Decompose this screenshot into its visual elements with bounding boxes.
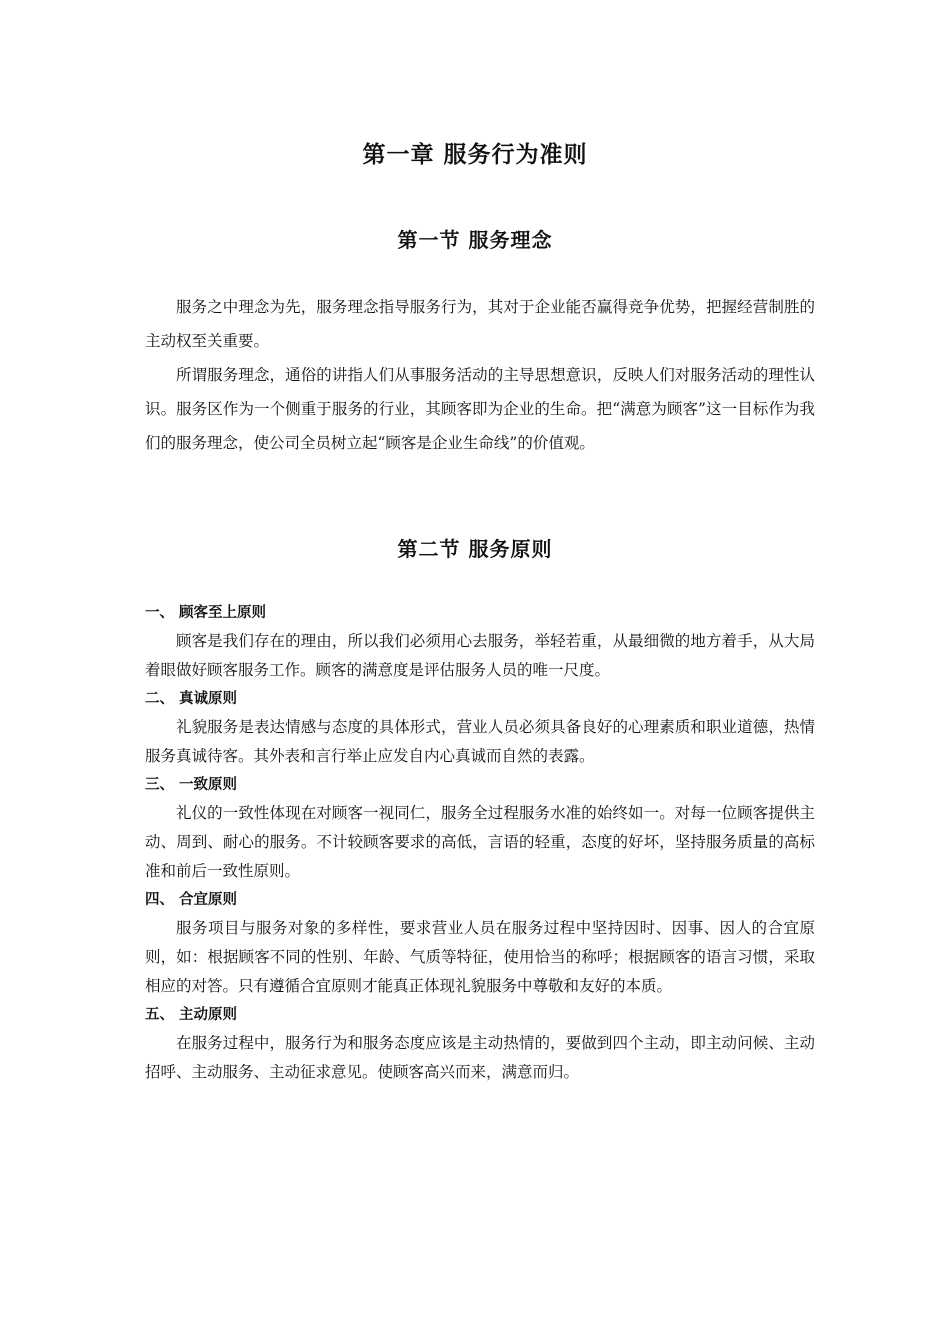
principles-list [145, 599, 815, 1087]
principle-body: 服务项目与服务对象的多样性，要求营业人员在服务过程中坚持因时、因事、因人的合宜原则，如：根据顾客不同的性别、年龄、气质等特征，使用恰当的称呼；根据顾客的语言习惯，采取相应的对答。只有遵循合宜原则才能真正体现礼貌服务中尊敬和友好的本质。 [145, 919, 815, 995]
chapter-title: 第一章 服务行为准则 [362, 142, 588, 168]
principle-body: 在服务过程中，服务行为和服务态度应该是主动热情的，要做到四个主动，即主动问候、主动招呼、主动服务、主动征求意见。使顾客高兴而来，满意而归。 [145, 1034, 815, 1081]
principle-body: 顾客是我们存在的理由，所以我们必须用心去服务，举轻若重，从最细微的地方着手，从大局着眼做好顾客服务工作。顾客的满意度是评估服务人员的唯一尺度。 [145, 632, 815, 679]
principle-item [145, 1001, 815, 1087]
service-philosophy-body [145, 290, 815, 460]
principle-heading: 二、 真诚原则 [145, 691, 238, 707]
principle-heading: 五、 主动原则 [145, 1007, 238, 1023]
principle-item [145, 599, 815, 685]
principle-item [145, 886, 815, 1001]
principle-heading: 一、 顾客至上原则 [145, 605, 267, 621]
section-title-service-philosophy: 第一节 服务理念 [397, 228, 553, 252]
principle-item [145, 771, 815, 886]
principle-item [145, 685, 815, 771]
principle-body: 礼貌服务是表达情感与态度的具体形式，营业人员必须具备良好的心理素质和职业道德，热情服务真诚待客。其外表和言行举止应发自内心真诚而自然的表露。 [145, 718, 815, 765]
principle-heading: 四、 合宜原则 [145, 892, 238, 908]
paragraph: 所谓服务理念，通俗的讲指人们从事服务活动的主导思想意识，反映人们对服务活动的理性认识。服务区作为一个侧重于服务的行业，其顾客即为企业的生命。把“满意为顾客”这一目标作为我们的服务理念，使公司全员树立起“顾客是企业生命线”的价值观。 [145, 366, 815, 452]
section-title-service-principles: 第二节 服务原则 [397, 537, 553, 561]
principle-heading: 三、 一致原则 [145, 777, 238, 793]
paragraph: 服务之中理念为先，服务理念指导服务行为，其对于企业能否赢得竞争优势，把握经营制胜的主动权至关重要。 [145, 298, 815, 350]
principle-body: 礼仪的一致性体现在对顾客一视同仁，服务全过程服务水准的始终如一。对每一位顾客提供主动、周到、耐心的服务。不计较顾客要求的高低，言语的轻重，态度的好坏，坚持服务质量的高标准和前后一致性原则。 [145, 804, 815, 880]
